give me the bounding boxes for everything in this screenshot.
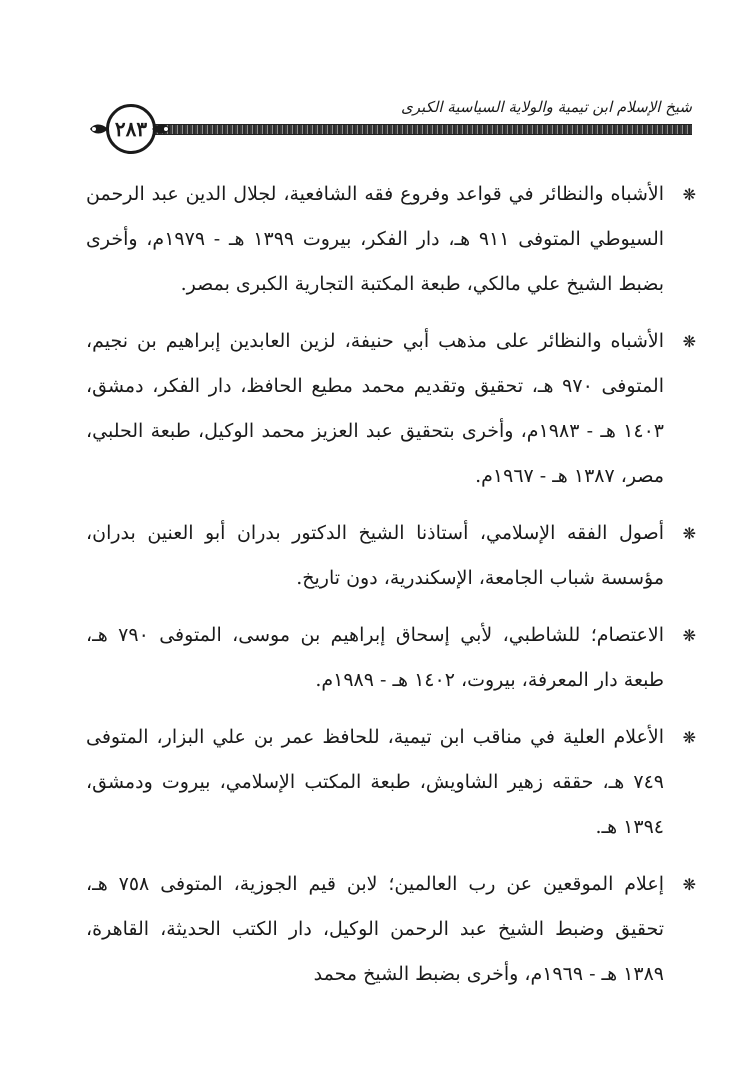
bullet-star-icon: ❋ xyxy=(682,185,696,204)
entry-text: الأشباه والنظائر في قواعد وفروع فقه الشافعية، لجلال الدين عبد الرحمن السيوطي المتوفى ٩١١ هـ، دار الفكر، بيروت ١٣٩٩ هـ - ١٩٧٩م، وأخرى بضبط الشيخ علي مالكي، طبعة المكتبة التجارية الكبرى بمصر. xyxy=(86,183,665,295)
page-number-badge xyxy=(88,104,172,154)
bullet-star-icon: ❋ xyxy=(682,524,696,543)
entry-text: أصول الفقه الإسلامي، أستاذنا الشيخ الدكتور بدران أبو العنين بدران، مؤسسة شباب الجامعة، الإسكندرية، دون تاريخ. xyxy=(86,522,664,589)
bibliography-entry xyxy=(86,862,696,997)
bibliography-entry xyxy=(86,172,696,307)
bullet-star-icon: ❋ xyxy=(682,875,696,894)
entry-text: الأعلام العلية في مناقب ابن تيمية، للحافظ عمر بن علي البزار، المتوفى ٧٤٩ هـ، حققه زهير الشاويش، طبعة المكتب الإسلامي، بيروت ودمشق، ١٣٩٤ هـ. xyxy=(86,726,664,838)
bullet-star-icon: ❋ xyxy=(682,728,696,747)
bibliography-entry xyxy=(86,319,696,499)
ornament-left-icon xyxy=(88,122,108,136)
header-ornamental-rule xyxy=(150,124,692,135)
entry-text: الاعتصام؛ للشاطبي، لأبي إسحاق إبراهيم بن موسى، المتوفى ٧٩٠ هـ، طبعة دار المعرفة، بيروت، ١٤٠٢ هـ - ١٩٨٩م. xyxy=(86,624,664,691)
bibliography-entry xyxy=(86,511,696,601)
bullet-star-icon: ❋ xyxy=(682,626,696,645)
entry-text: الأشباه والنظائر على مذهب أبي حنيفة، لزين العابدين إبراهيم بن نجيم، المتوفى ٩٧٠ هـ، تحقيق وتقديم محمد مطيع الحافظ، دار الفكر، دمشق، ١٤٠٣ هـ - ١٩٨٣م، وأخرى بتحقيق عبد العزيز محمد الوكيل، طبعة الحلبي، مصر، ١٣٨٧ هـ - ١٩٦٧م. xyxy=(86,330,664,487)
bullet-star-icon: ❋ xyxy=(682,332,696,351)
ornament-right-icon xyxy=(152,122,172,136)
entry-text: إعلام الموقعين عن رب العالمين؛ لابن قيم الجوزية، المتوفى ٧٥٨ هـ، تحقيق وضبط الشيخ عبد الرحمن الوكيل، دار الكتب الحديثة، القاهرة، ١٣٨٩ هـ - ١٩٦٩م، وأخرى بضبط الشيخ محمد xyxy=(86,873,664,985)
bibliography-list xyxy=(86,172,696,1009)
bibliography-entry xyxy=(86,613,696,703)
running-header-title: شيخ الإسلام ابن تيمية والولاية السياسية الكبرى xyxy=(400,98,692,116)
bibliography-entry xyxy=(86,715,696,850)
page-number: ٢٨٣ xyxy=(106,104,156,154)
